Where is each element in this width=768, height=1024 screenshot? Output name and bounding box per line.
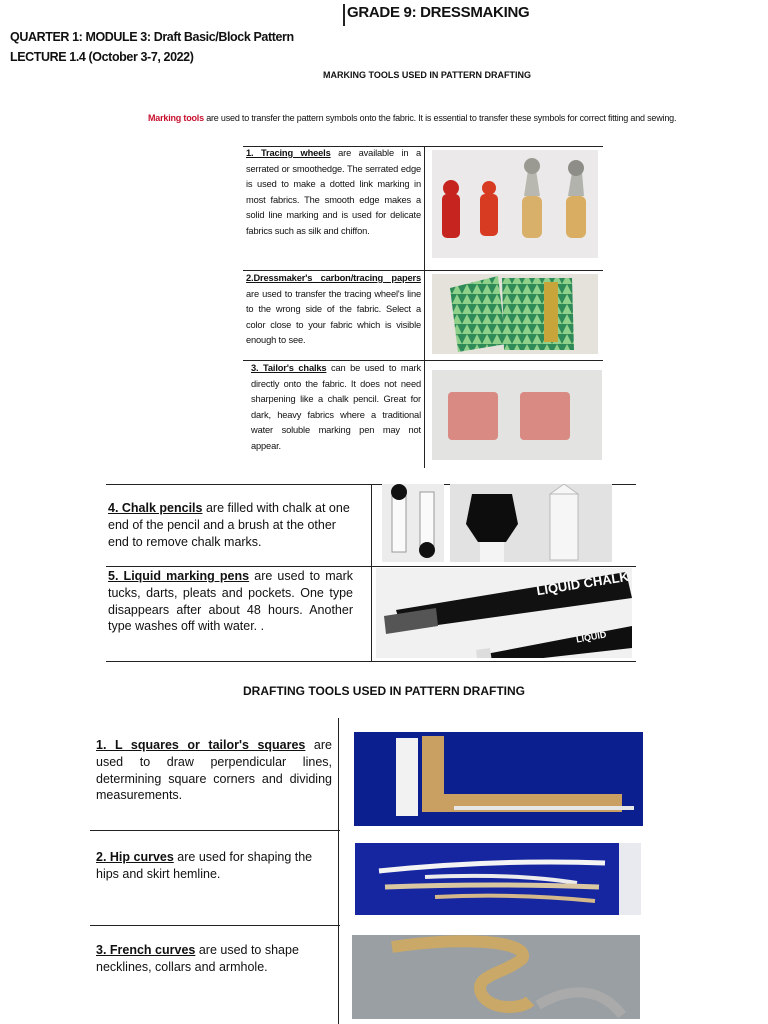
drafting-row-divider xyxy=(90,925,340,926)
liquid-chalk-label: LIQUID CHALK xyxy=(535,568,630,599)
liquid-chalk-pen-image xyxy=(376,568,632,658)
carbon-paper-icon xyxy=(432,274,598,354)
desc-french-curves: are used to shape necklines, collars and armhole. xyxy=(96,943,299,974)
l-square-image xyxy=(354,732,643,826)
list-item-liquid-pens xyxy=(108,568,353,635)
table-divider xyxy=(424,146,425,468)
lecture-heading: LECTURE 1.4 (October 3-7, 2022) xyxy=(10,50,194,64)
liquid-pen-label: LIQUID xyxy=(575,629,608,645)
list-item-carbon-papers xyxy=(246,271,421,349)
drafting-table-divider xyxy=(338,718,339,1024)
chalk-pencil-image-1 xyxy=(382,484,444,562)
table-border-bottom xyxy=(106,661,636,662)
document-title: GRADE 9: DRESSMAKING xyxy=(347,4,530,21)
table-divider xyxy=(371,484,372,662)
tailors-chalk-image xyxy=(432,370,602,460)
drafting-tools-heading: DRAFTING TOOLS USED IN PATTERN DRAFTING xyxy=(243,684,525,698)
hip-curve-icon xyxy=(355,843,641,915)
term-tailors-chalks: 3. Tailor's chalks xyxy=(251,363,327,373)
list-item-french-curves xyxy=(96,942,332,976)
french-curve-icon xyxy=(352,935,640,1019)
list-item-hip-curves xyxy=(96,849,338,883)
list-item-tailors-chalks xyxy=(251,361,421,454)
desc-chalk-pencils: are filled with chalk at one end of the pencil and a brush at the other end to remove chalk marks. xyxy=(108,501,350,549)
title-divider xyxy=(343,4,345,26)
tracing-wheels-image xyxy=(432,150,598,258)
list-item-chalk-pencils xyxy=(108,500,358,550)
term-liquid-pens: 5. Liquid marking pens xyxy=(108,569,250,583)
term-tracing-wheels: 1. Tracing wheels xyxy=(246,148,331,158)
desc-carbon-papers: are used to transfer the tracing wheel's line to the wrong side of the fabric. Select a color close to your fabric which is visible enough to see. xyxy=(246,288,421,345)
list-item-l-squares xyxy=(96,737,332,804)
chalk-pencil-image-2 xyxy=(450,484,612,562)
carbon-paper-image xyxy=(432,274,598,354)
table-row-divider xyxy=(106,566,636,567)
tracing-wheels-icon xyxy=(432,150,598,258)
marking-intro xyxy=(148,113,676,123)
quarter-heading: QUARTER 1: MODULE 3: Draft Basic/Block Pattern xyxy=(10,30,294,44)
term-carbon-papers: 2.Dressmaker's carbon/tracing papers xyxy=(246,273,421,283)
drafting-row-divider xyxy=(90,830,340,831)
desc-l-squares: are used to draw perpendicular lines, determining square corners and dividing measurements. xyxy=(96,738,332,803)
marking-tools-heading: MARKING TOOLS USED IN PATTERN DRAFTING xyxy=(323,70,531,80)
chalk-brush-icon xyxy=(450,484,612,562)
desc-tracing-wheels: are available in a serrated or smoothedge. The serrated edge is used to make a dotted link marking in most fabrics. The smooth edge makes a solid line marking and is used for delicate fabrics such as silk and chiffon. xyxy=(246,148,421,236)
desc-liquid-pens: are used to mark tucks, darts, pleats and pockets. One type disappears after about 48 hours. Another type washes off with water. . xyxy=(108,569,353,634)
marking-intro-text: are used to transfer the pattern symbols onto the fabric. It is essential to transfer these symbols for correct fitting and sewing. xyxy=(203,113,677,123)
l-square-icon xyxy=(354,732,643,826)
term-hip-curves: 2. Hip curves xyxy=(96,850,174,864)
term-chalk-pencils: 4. Chalk pencils xyxy=(108,501,203,515)
list-item-tracing-wheels xyxy=(246,146,421,239)
desc-hip-curves: are used for shaping the hips and skirt hemline. xyxy=(96,850,313,881)
chalk-squares-icon xyxy=(432,370,602,460)
term-french-curves: 3. French curves xyxy=(96,943,196,957)
term-l-squares: 1. L squares or tailor's squares xyxy=(96,738,306,752)
hip-curve-image xyxy=(355,843,641,915)
chalk-pencils-icon xyxy=(382,484,444,562)
desc-tailors-chalks: can be used to mark directly onto the fabric. It does not need sharpening like a chalk pencil. Great for dark, heavy fabrics where a traditional water soluble marking pen may not appear. xyxy=(251,363,421,451)
marking-intro-term: Marking tools xyxy=(148,113,204,123)
french-curve-image xyxy=(352,935,640,1019)
